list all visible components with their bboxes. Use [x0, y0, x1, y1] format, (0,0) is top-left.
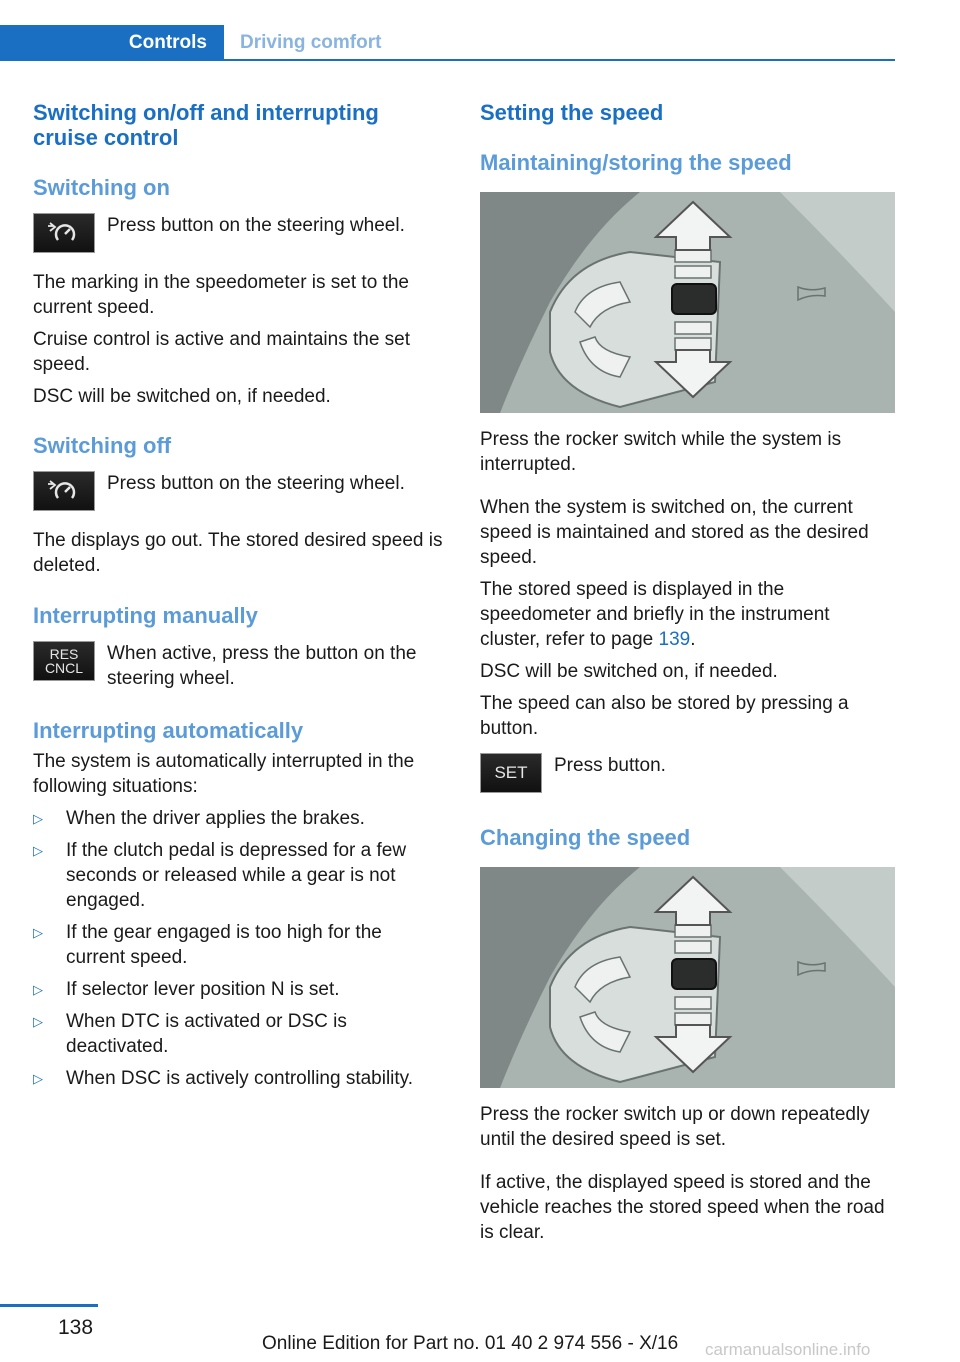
speedometer-icon: [42, 218, 86, 248]
interrupting-manually-button-row: [33, 641, 445, 691]
set-button-row: [480, 753, 895, 797]
interrupting-automatically-intro: The system is automatically interrupted in the following situations:: [33, 751, 415, 797]
list-item: ▷ When the driver applies the brakes.: [33, 808, 365, 829]
page-number: 138: [58, 1316, 94, 1339]
switching-off-p1: The displays go out. The stored desired speed is deleted.: [33, 530, 443, 576]
list-item: ▷ When DTC is activated or DSC is deactivated.: [33, 1011, 347, 1057]
switching-off-button-text: Press button on the steering wheel.: [107, 473, 405, 494]
heading-interrupting-automatically: Interrupting automatically: [33, 718, 304, 743]
switching-on-button-text: Press button on the steering wheel.: [107, 215, 405, 236]
changing-p2: If active, the displayed speed is stored and the vehicle reaches the stored speed when the road is clear.: [480, 1172, 885, 1243]
heading-interrupting-manually: Interrupting manually: [33, 603, 258, 628]
cruise-control-button-icon: [33, 471, 95, 511]
cruise-control-button-icon: [33, 213, 95, 253]
header-tabs: [0, 25, 895, 61]
heading-maintaining-storing: Maintaining/storing the speed: [480, 150, 792, 175]
triangle-bullet-icon: ▷: [33, 843, 43, 858]
footer-divider: [0, 1304, 98, 1307]
tab-controls[interactable]: Controls: [0, 25, 224, 61]
right-column: [480, 100, 895, 1245]
heading-switching-off: Switching off: [33, 433, 172, 458]
maintaining-p2: When the system is switched on, the current speed is maintained and stored as the desired speed.: [480, 497, 869, 568]
edition-text: Online Edition for Part no. 01 40 2 974 556 - X/16: [262, 1333, 679, 1354]
left-column: [33, 100, 445, 1091]
speedometer-icon: [42, 476, 86, 506]
list-item: ▷ If the clutch pedal is depressed for a few seconds or released while a gear is not engaged.: [33, 840, 407, 911]
switching-on-p3: DSC will be switched on, if needed.: [33, 386, 331, 407]
list-item: ▷ If selector lever position N is set.: [33, 979, 340, 1000]
triangle-bullet-icon: ▷: [33, 811, 43, 826]
header-divider: [224, 59, 895, 61]
steering-wheel-rocker-image: [480, 192, 895, 413]
switching-off-button-row: [33, 471, 445, 515]
list-item: ▷ When DSC is actively controlling stability.: [33, 1068, 414, 1089]
maintaining-p1: Press the rocker switch while the system is interrupted.: [480, 429, 842, 475]
switching-on-button-row: [33, 213, 445, 257]
maintaining-p5: The speed can also be stored by pressing a button.: [480, 693, 849, 739]
heading-switching-on: Switching on: [33, 175, 170, 200]
heading-changing-speed: Changing the speed: [480, 825, 691, 850]
steering-wheel-illustration: [480, 192, 895, 413]
section-title-setting-speed: Setting the speed: [480, 100, 664, 125]
maintaining-p4: DSC will be switched on, if needed.: [480, 661, 778, 682]
section-title-cruise-control: Switching on/off and interrupting cruise control: [33, 100, 379, 150]
steering-wheel-illustration: [480, 867, 895, 1088]
triangle-bullet-icon: ▷: [33, 1014, 43, 1029]
triangle-bullet-icon: ▷: [33, 982, 43, 997]
triangle-bullet-icon: ▷: [33, 925, 43, 940]
switching-on-p1: The marking in the speedometer is set to the current speed.: [33, 272, 409, 318]
tab-driving-comfort[interactable]: Driving comfort: [240, 32, 382, 53]
res-cncl-button-icon: RES CNCL: [33, 641, 95, 681]
switching-on-p2: Cruise control is active and maintains the set speed.: [33, 329, 411, 375]
interrupting-manually-button-text: When active, press the button on the steering wheel.: [107, 643, 417, 689]
watermark: carmanualsonline.info: [705, 1340, 871, 1359]
changing-p1: Press the rocker switch up or down repeatedly until the desired speed is set.: [480, 1104, 870, 1150]
set-button-text: Press button.: [554, 755, 666, 776]
steering-wheel-rocker-image: [480, 867, 895, 1088]
page-reference-link[interactable]: 139: [658, 629, 691, 650]
maintaining-p3: The stored speed is displayed in the speedometer and briefly in the instrument cluster, refer to page 139.: [480, 579, 830, 650]
interruption-conditions-list: [33, 806, 445, 1091]
list-item: ▷ If the gear engaged is too high for the current speed.: [33, 922, 382, 968]
triangle-bullet-icon: ▷: [33, 1071, 43, 1086]
set-button-icon: SET: [480, 753, 542, 793]
